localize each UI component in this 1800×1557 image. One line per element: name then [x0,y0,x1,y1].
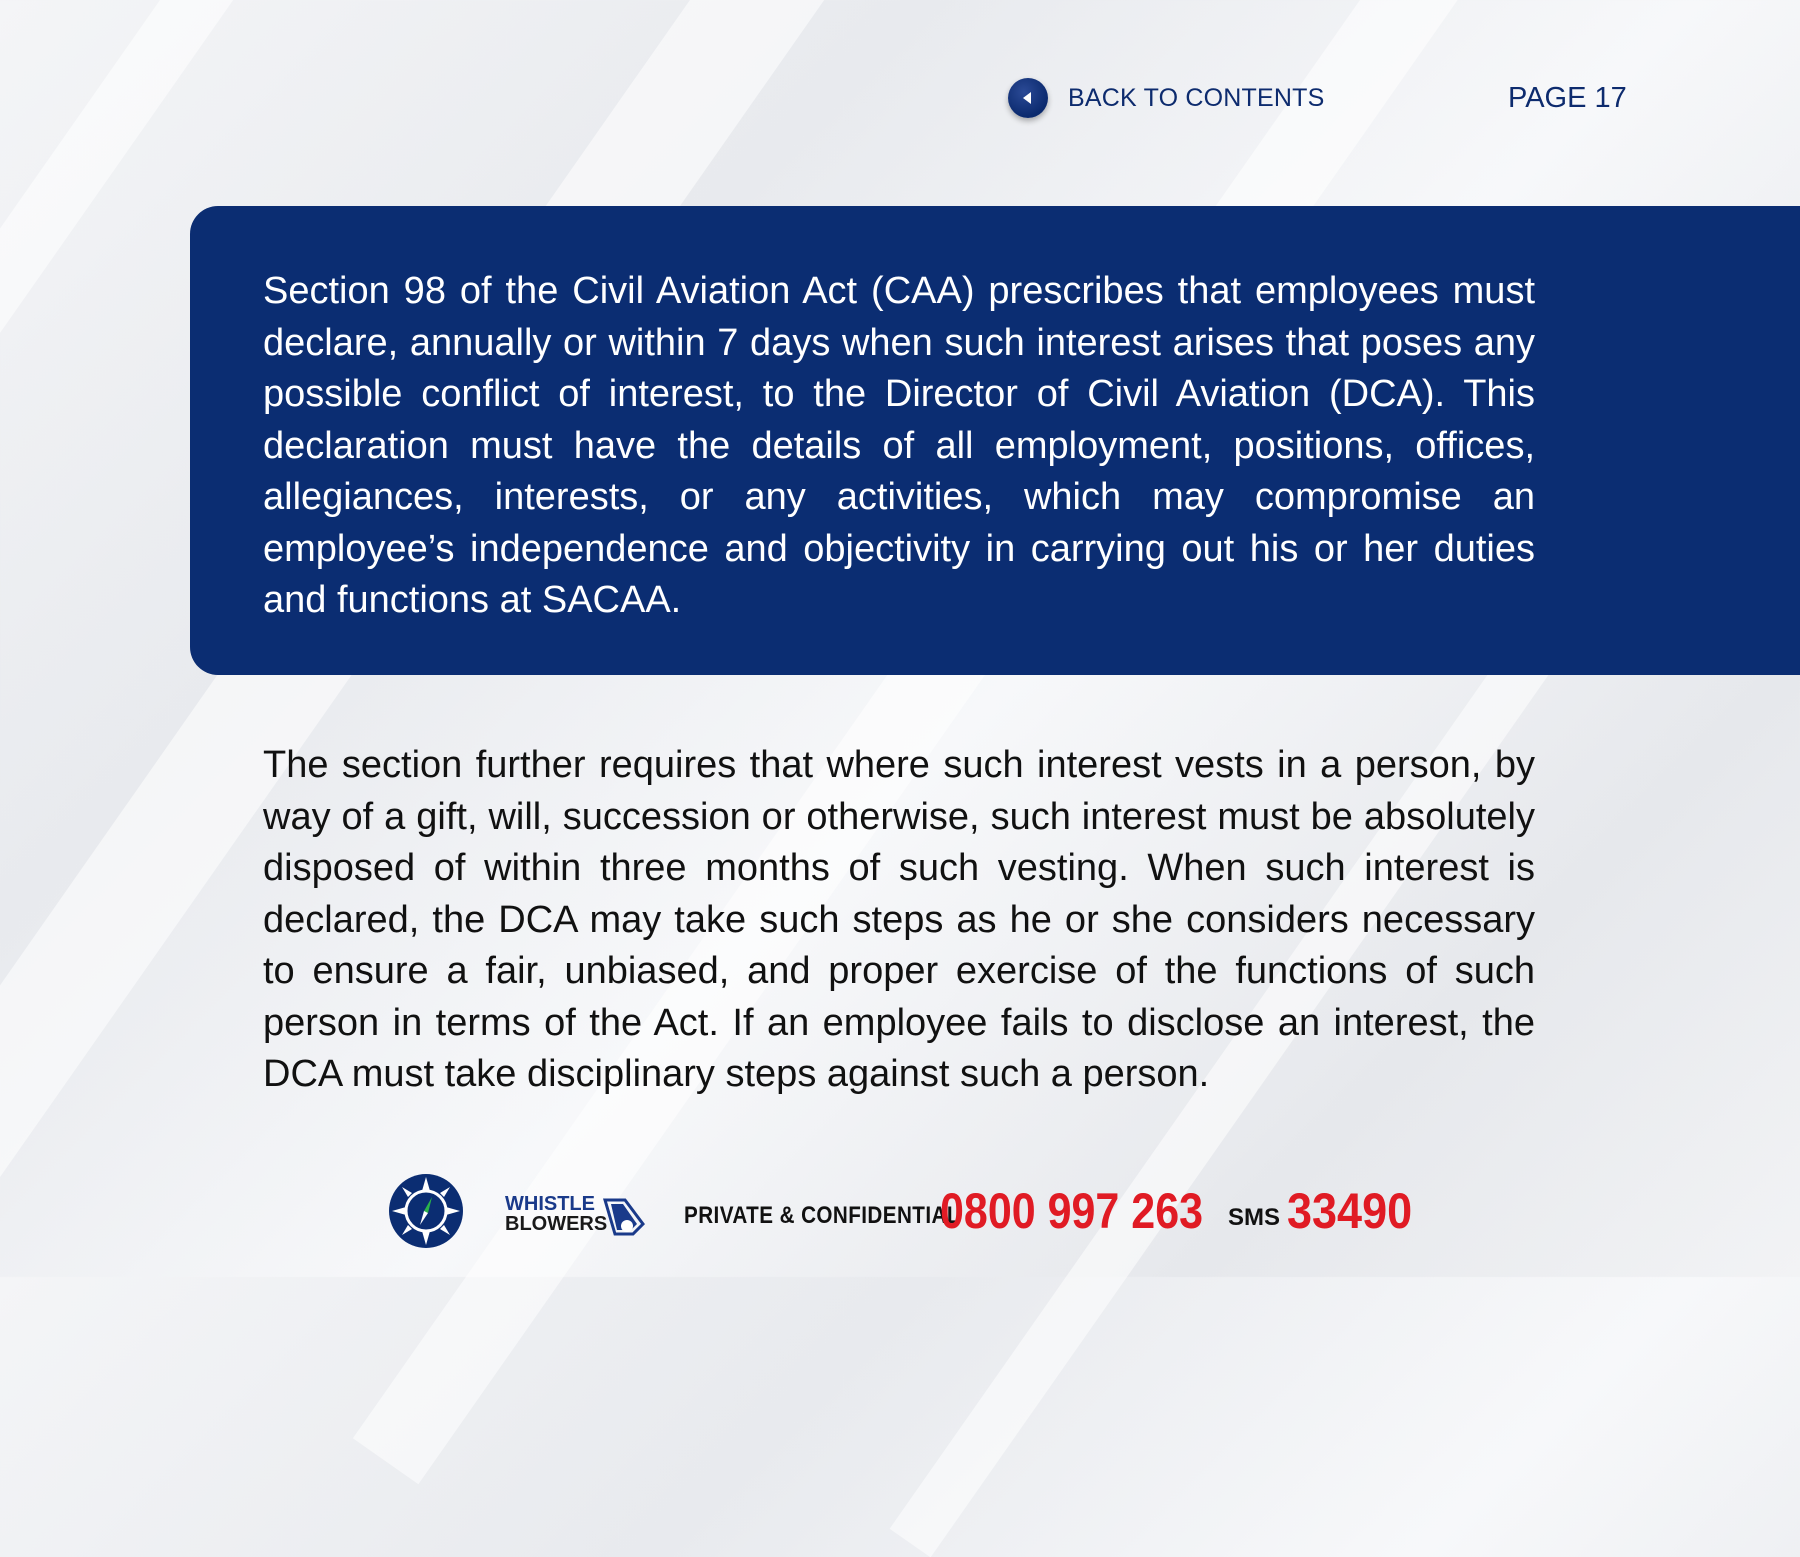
header-bar [0,78,1800,128]
body-paragraph: The section further requires that where such interest vests in a person, by way of a gift, will, succession or otherwise, such interest must be absolutely disposed of within three months of such vesting. When such interest is declared, the DCA may take such steps as he or she considers necessary to ensure a fair, unbiased, and proper exercise of the functions of such person in terms of the Act. If an employee fails to disclose an interest, the DCA must take disciplinary steps against such a person. [263,744,1535,1095]
whistle-blowers-icon [603,1196,647,1236]
footer [0,1170,1800,1250]
back-to-contents-label[interactable]: BACK TO CONTENTS [1068,83,1325,112]
logo-line-2: BLOWERS [505,1213,608,1235]
callout-text: Section 98 of the Civil Aviation Act (CAA) prescribes that employees must declare, annually or within 7 days when such interest arises that poses any possible conflict of interest, to the Director of Civil Aviation (DCA). This declaration must have the details of all employment, positions, offices, allegiances, interests, or any activities, which may compromise an employee’s independence and objectivity in carrying out his or her duties and functions at SACAA. [263,270,1535,621]
hotline-number: 0800 997 263 [940,1183,1204,1239]
page-number: PAGE 17 [1508,82,1627,114]
logo-line-1: WHISTLE [505,1193,595,1215]
back-arrow-icon[interactable] [1008,78,1048,118]
compass-logo-icon [388,1173,464,1249]
private-confidential-label: PRIVATE & CONFIDENTIAL [684,1202,960,1229]
back-to-contents-link[interactable] [1008,78,1324,118]
sms-label: SMS [1228,1204,1281,1231]
whistle-blowers-logo [505,1194,607,1234]
sms-number: 33490 [1287,1183,1413,1239]
